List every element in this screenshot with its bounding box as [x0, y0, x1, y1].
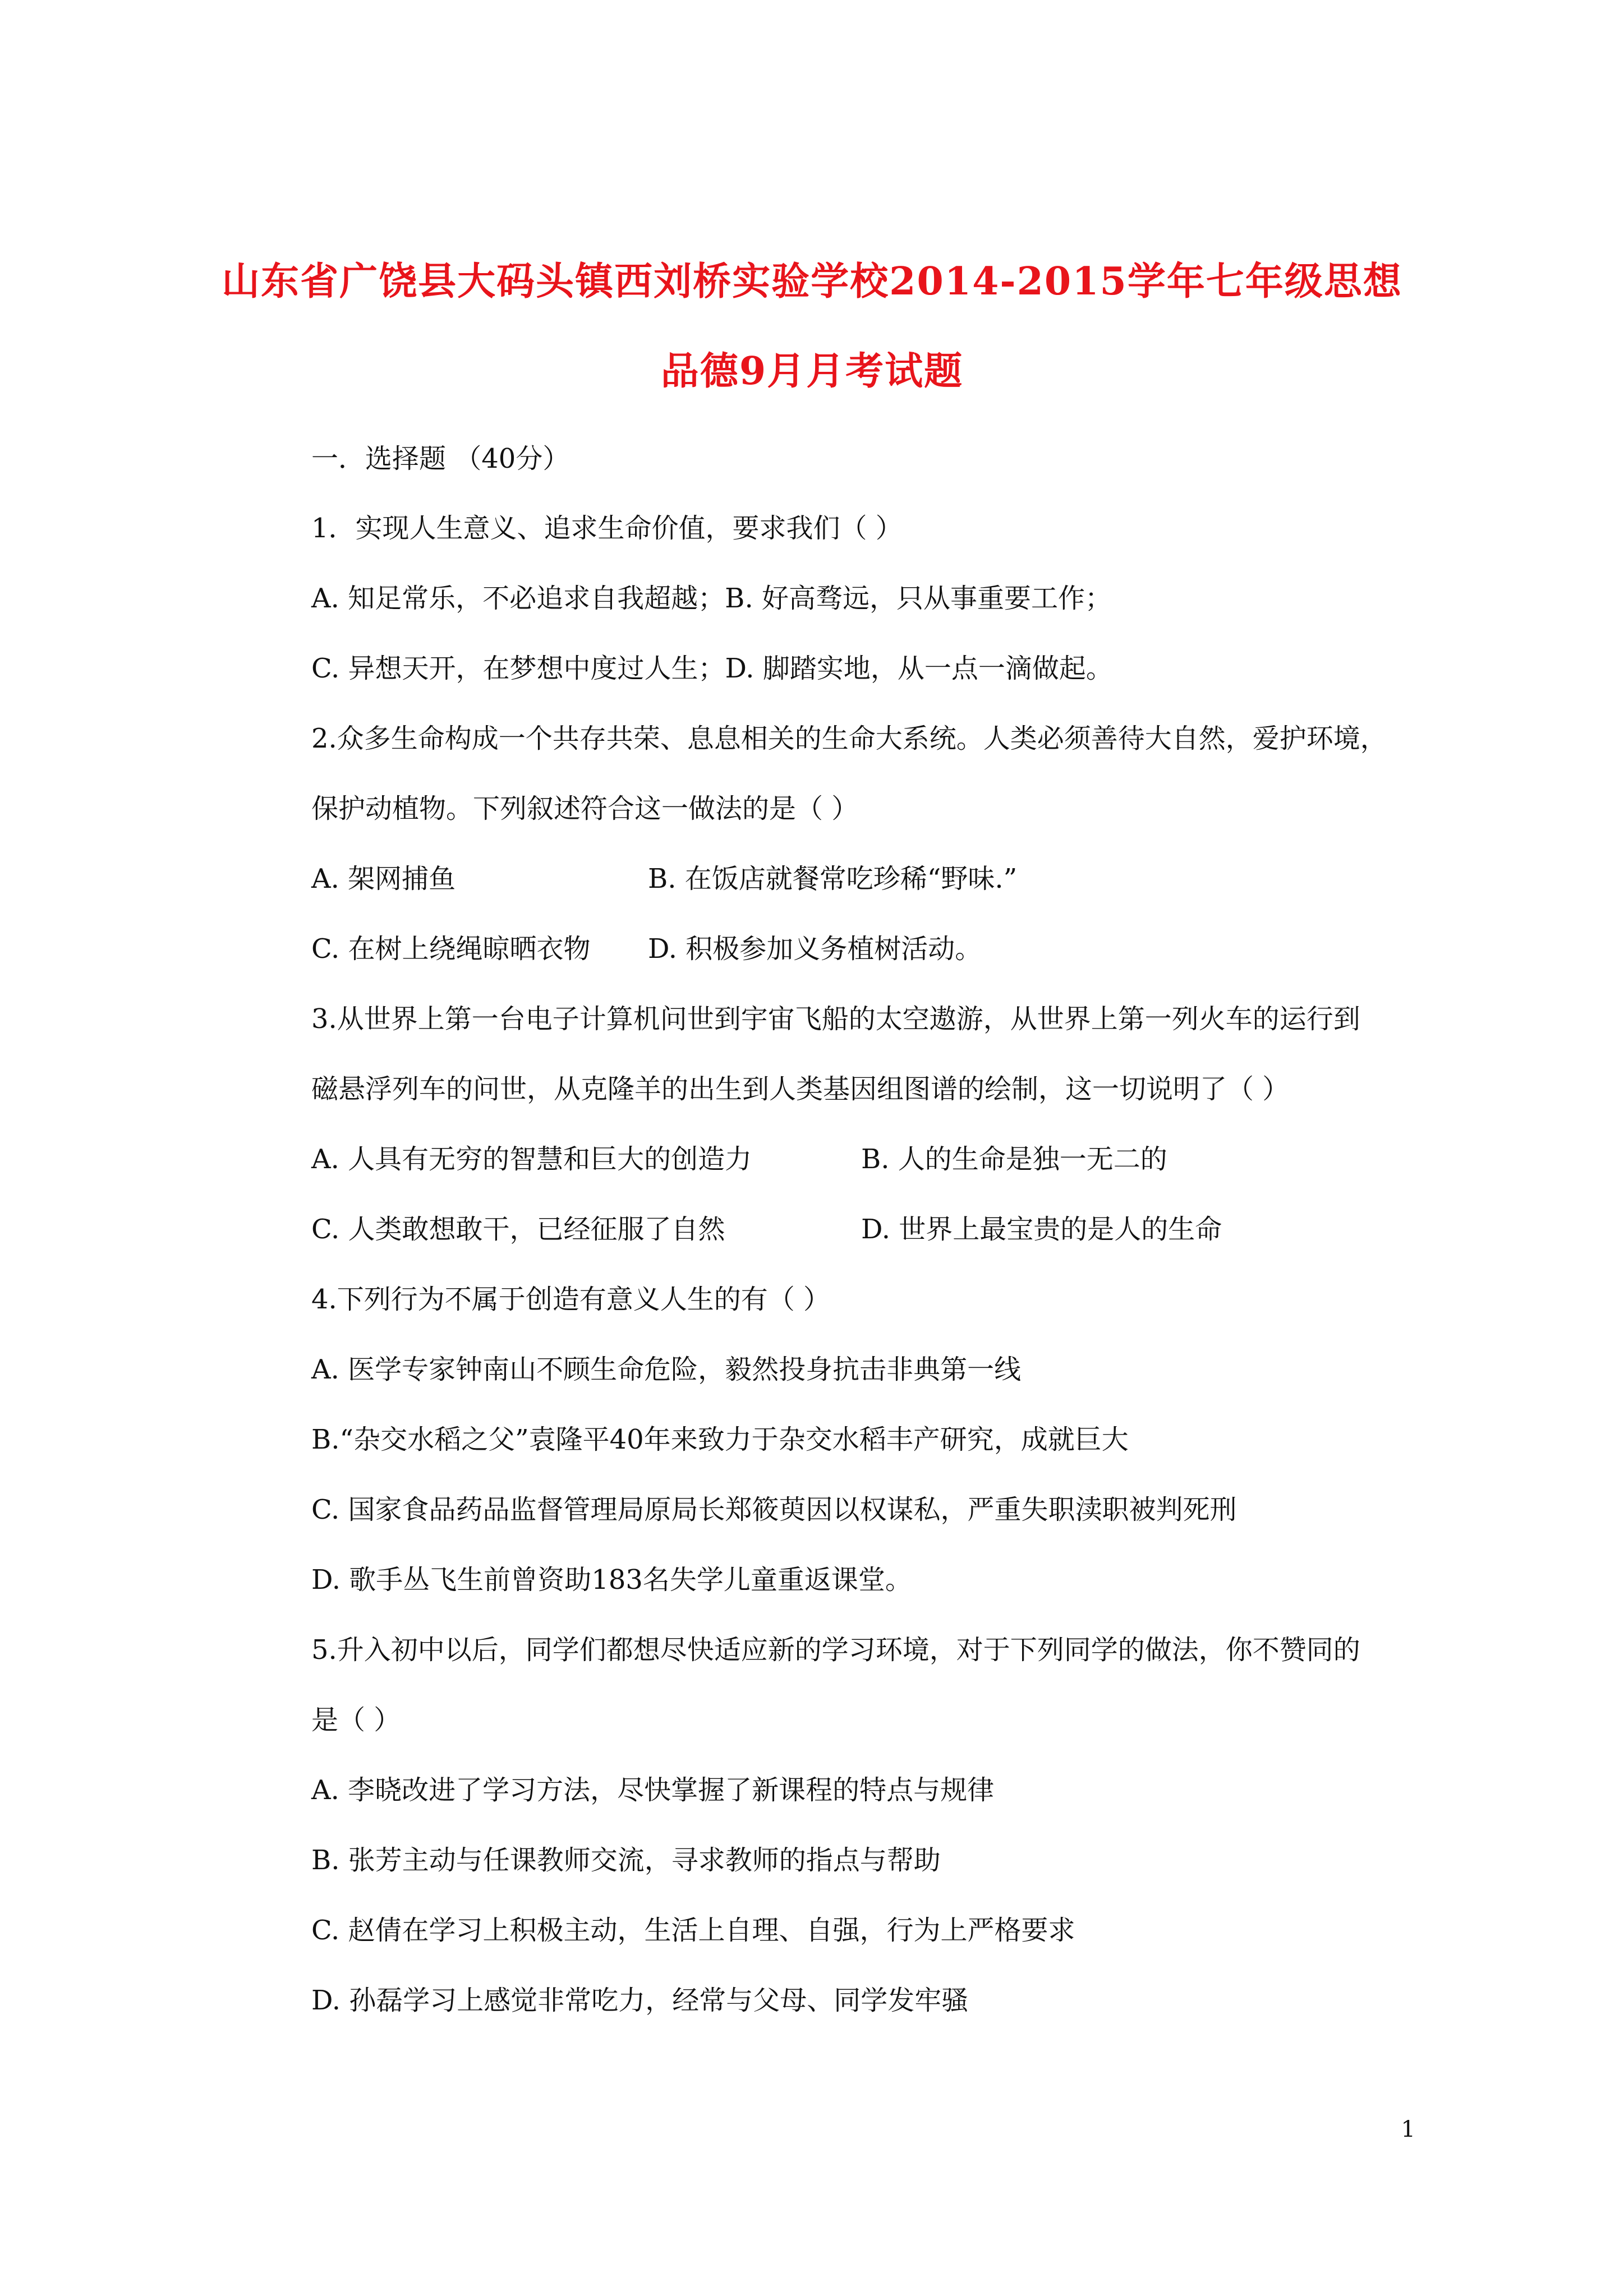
- question-4-stem: 4.下列行为不属于创造有意义人生的有（ ）: [311, 1284, 831, 1315]
- question-3-option-a: A. 人具有无穷的智慧和巨大的创造力: [311, 1144, 752, 1175]
- question-5-option-b: B. 张芳主动与任课教师交流，寻求教师的指点与帮助: [311, 1845, 941, 1876]
- question-4-option-a: A. 医学专家钟南山不顾生命危险，毅然投身抗击非典第一线: [311, 1354, 1022, 1385]
- question-5-stem-line-2: 是（ ）: [311, 1704, 401, 1736]
- question-5-stem-line-1: 5.升入初中以后，同学们都想尽快适应新的学习环境，对于下列同学的做法，你不赞同的: [311, 1634, 1360, 1666]
- question-2-option-c: C. 在树上绕绳晾晒衣物: [311, 933, 591, 965]
- question-2-option-b: B. 在饭店就餐常吃珍稀“野味.”: [648, 863, 1018, 895]
- question-3-stem-line-2: 磁悬浮列车的问世，从克隆羊的出生到人类基因组图谱的绘制，这一切说明了（ ）: [311, 1073, 1290, 1105]
- question-3-stem-line-1: 3.从世界上第一台电子计算机问世到宇宙飞船的太空遨游，从世界上第一列火车的运行到: [311, 1003, 1360, 1035]
- question-4-option-c: C. 国家食品药品监督管理局原局长郑筱萸因以权谋私，严重失职渎职被判死刑: [311, 1494, 1237, 1525]
- section-heading: 一．选择题 （40分）: [311, 443, 570, 474]
- document-title-line-2: 品德9月月考试题: [660, 349, 964, 394]
- question-4-option-d: D. 歌手丛飞生前曾资助183名失学儿童重返课堂。: [311, 1564, 912, 1596]
- question-2-stem-line-1: 2.众多生命构成一个共存共荣、息息相关的生命大系统。人类必须善待大自然，爱护环境，: [311, 723, 1387, 754]
- question-3-option-b: B. 人的生命是独一无二的: [861, 1144, 1167, 1175]
- question-3-option-c: C. 人类敢想敢干，已经征服了自然: [311, 1214, 725, 1245]
- document-title-line-1: 山东省广饶县大码头镇西刘桥实验学校2014-2015学年七年级思想: [222, 259, 1402, 304]
- question-2-option-a: A. 架网捕鱼: [311, 863, 456, 895]
- question-1-stem: 1．实现人生意义、追求生命价值，要求我们（ ）: [311, 513, 903, 544]
- question-5-option-d: D. 孙磊学习上感觉非常吃力，经常与父母、同学发牢骚: [311, 1985, 969, 2016]
- question-3-option-d: D. 世界上最宝贵的是人的生命: [861, 1214, 1222, 1245]
- question-2-stem-line-2: 保护动植物。下列叙述符合这一做法的是（ ）: [311, 793, 859, 824]
- question-4-option-b: B.“杂交水稻之父”袁隆平40年来致力于杂交水稻丰产研究，成就巨大: [311, 1424, 1129, 1455]
- page-number: 1: [1401, 2117, 1415, 2142]
- question-5-option-a: A. 李晓改进了学习方法，尽快掌握了新课程的特点与规律: [311, 1774, 995, 1806]
- question-2-option-d: D. 积极参加义务植树活动。: [648, 933, 982, 965]
- question-1-options-line-2: C. 异想天开，在梦想中度过人生；D. 脚踏实地，从一点一滴做起。: [311, 653, 1113, 684]
- question-1-options-line-1: A. 知足常乐，不必追求自我超越；B. 好高骛远，只从事重要工作；: [311, 583, 1112, 614]
- question-5-option-c: C. 赵倩在学习上积极主动，生活上自理、自强，行为上严格要求: [311, 1915, 1075, 1946]
